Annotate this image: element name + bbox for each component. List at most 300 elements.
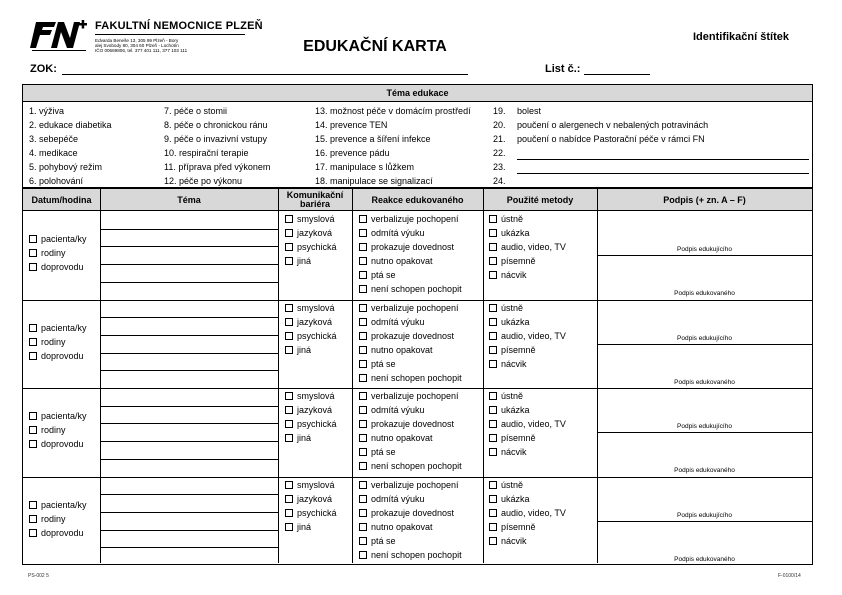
checkbox[interactable] xyxy=(285,332,293,340)
topic-blank-line[interactable] xyxy=(517,173,809,174)
option-label: nácvik xyxy=(501,358,527,369)
option-label: jiná xyxy=(297,344,312,355)
checkbox[interactable] xyxy=(285,434,293,442)
checkbox[interactable] xyxy=(29,515,37,523)
recipient-option[interactable] xyxy=(29,500,87,510)
zok-label: ZOK: xyxy=(30,63,57,75)
topic-item: 22. xyxy=(493,148,506,158)
educator-signature-caption: Podpis edukujícího xyxy=(677,423,732,430)
educated-signature-caption: Podpis edukovaného xyxy=(674,290,735,297)
topic-item: 2. edukace diabetika xyxy=(29,120,112,130)
reaction-option[interactable] xyxy=(359,345,433,355)
option-label: ukázka xyxy=(501,493,530,504)
reaction-option[interactable] xyxy=(359,550,462,560)
recipient-option[interactable] xyxy=(29,514,66,524)
topic-item: 17. manipulace s lůžkem xyxy=(315,162,415,172)
checkbox[interactable] xyxy=(359,448,367,456)
checkbox[interactable] xyxy=(359,304,367,312)
method-option[interactable] xyxy=(489,391,523,401)
reaction-option[interactable] xyxy=(359,270,396,280)
checkbox[interactable] xyxy=(29,529,37,537)
checkbox[interactable] xyxy=(285,318,293,326)
topic-item: 10. respirační terapie xyxy=(164,148,249,158)
topic-write-line[interactable] xyxy=(100,246,278,247)
reaction-option[interactable] xyxy=(359,480,459,490)
topics-section xyxy=(22,84,813,188)
method-option[interactable] xyxy=(489,508,566,518)
recipient-option[interactable] xyxy=(29,425,66,435)
barrier-option[interactable] xyxy=(285,345,311,355)
checkbox[interactable] xyxy=(489,434,497,442)
recipient-option[interactable] xyxy=(29,262,84,272)
educator-signature-caption: Podpis edukujícího xyxy=(677,511,732,519)
checkbox[interactable] xyxy=(489,360,497,368)
checkbox[interactable] xyxy=(285,509,293,517)
educated-signature-caption: Podpis edukovaného xyxy=(674,378,735,386)
option-label: není schopen pochopit xyxy=(371,461,462,471)
hospital-name-underline xyxy=(95,34,245,35)
option-label: smyslová xyxy=(297,214,335,224)
reaction-option[interactable] xyxy=(359,405,425,415)
option-label: ptá se xyxy=(371,447,396,457)
barrier-option[interactable] xyxy=(285,522,311,532)
topic-item: 11. příprava před výkonem xyxy=(164,162,271,172)
checkbox[interactable] xyxy=(359,434,367,442)
checkbox[interactable] xyxy=(489,537,497,545)
topic-write-line[interactable] xyxy=(100,229,278,230)
option-label: nutno opakovat xyxy=(371,521,433,532)
topic-item: 6. polohování xyxy=(29,176,84,186)
recipient-option[interactable] xyxy=(29,337,66,347)
topic-item: 18. manipulace se signalizací xyxy=(315,176,433,186)
topic-item-text: poučení o nabídce Pastorační péče v rámci FN xyxy=(517,134,705,144)
topic-item: 23. xyxy=(493,162,506,172)
checkbox[interactable] xyxy=(359,537,367,545)
checkbox[interactable] xyxy=(285,257,293,265)
topic-write-line[interactable] xyxy=(100,353,278,354)
option-label: nutno opakovat xyxy=(371,433,433,443)
option-label: prokazuje dovednost xyxy=(371,419,455,429)
barrier-option[interactable] xyxy=(285,214,335,224)
option-label: písemně xyxy=(501,256,536,266)
reaction-option[interactable] xyxy=(359,419,454,429)
checkbox[interactable] xyxy=(489,215,497,223)
topic-item: 5. pohybový režim xyxy=(29,162,103,172)
checkbox[interactable] xyxy=(359,318,367,326)
option-label: ústně xyxy=(501,479,524,490)
topic-item-text: bolest xyxy=(517,106,542,116)
topic-item: 1. výživa xyxy=(29,106,65,116)
topic-item: 19. xyxy=(493,106,506,116)
option-label: odmítá výuku xyxy=(371,228,425,238)
checkbox[interactable] xyxy=(29,352,37,360)
checkbox[interactable] xyxy=(285,420,293,428)
checkbox[interactable] xyxy=(359,523,367,531)
checkbox[interactable] xyxy=(359,346,367,354)
option-label: jiná xyxy=(297,256,312,266)
checkbox[interactable] xyxy=(29,412,37,420)
option-label: ukázka xyxy=(501,405,530,415)
option-label: odmítá výuku xyxy=(371,316,425,327)
option-label: není schopen pochopit xyxy=(371,372,462,383)
option-label: jiná xyxy=(297,521,312,532)
reaction-option[interactable] xyxy=(359,522,433,532)
educator-signature-caption: Podpis edukujícího xyxy=(677,334,732,342)
checkbox[interactable] xyxy=(359,243,367,251)
option-label: ptá se xyxy=(371,358,396,369)
option-label: jiná xyxy=(297,433,312,443)
recipient-option[interactable] xyxy=(29,248,66,258)
option-label: písemně xyxy=(501,433,536,443)
reaction-option[interactable] xyxy=(359,433,433,443)
checkbox[interactable] xyxy=(285,346,293,354)
checkbox[interactable] xyxy=(285,229,293,237)
signature-divider xyxy=(597,344,812,345)
barrier-option[interactable] xyxy=(285,494,332,504)
reaction-option[interactable] xyxy=(359,242,454,252)
recipient-option[interactable] xyxy=(29,323,87,333)
reaction-option[interactable] xyxy=(359,303,459,313)
checkbox[interactable] xyxy=(489,229,497,237)
header-topic: Téma xyxy=(177,194,201,205)
option-label: smyslová xyxy=(297,391,335,401)
checkbox[interactable] xyxy=(359,495,367,503)
signature-divider xyxy=(597,521,812,522)
topic-item: 13. možnost péče v domácím prostředí xyxy=(315,106,471,116)
sheet-number-field[interactable] xyxy=(584,74,650,75)
checkbox[interactable] xyxy=(489,332,497,340)
checkbox[interactable] xyxy=(359,462,367,470)
reaction-option[interactable] xyxy=(359,214,459,224)
checkbox[interactable] xyxy=(489,523,497,531)
option-label: audio, video, TV xyxy=(501,242,566,252)
checkbox[interactable] xyxy=(29,235,37,243)
address-line: alej Svobody 80, 304 60 Plzeň - Lochotín xyxy=(95,43,179,48)
barrier-option[interactable] xyxy=(285,391,335,401)
method-option[interactable] xyxy=(489,317,530,327)
topic-item-text: poučení o alergenech v nebalených potravinách xyxy=(517,120,709,130)
method-option[interactable] xyxy=(489,419,566,429)
entry-divider xyxy=(23,388,812,389)
address-line: Edvarda Beneše 13, 305 99 Plzeň - Bory xyxy=(95,38,179,43)
checkbox[interactable] xyxy=(29,249,37,257)
option-label: není schopen pochopit xyxy=(371,284,462,294)
reaction-option[interactable] xyxy=(359,447,396,457)
recipient-option[interactable] xyxy=(29,439,84,449)
checkbox[interactable] xyxy=(359,229,367,237)
option-label: prokazuje dovednost xyxy=(371,507,455,518)
option-label: není schopen pochopit xyxy=(371,549,462,560)
method-option[interactable] xyxy=(489,331,566,341)
signature-divider xyxy=(597,432,812,433)
option-label: ústně xyxy=(501,214,524,224)
column-divider xyxy=(100,189,101,563)
page-title: EDUKAČNÍ KARTA xyxy=(303,38,447,55)
method-option[interactable] xyxy=(489,405,530,415)
method-option[interactable] xyxy=(489,303,523,313)
option-label: doprovodu xyxy=(41,527,84,538)
barrier-option[interactable] xyxy=(285,480,335,490)
topic-blank-line[interactable] xyxy=(517,159,809,160)
option-label: písemně xyxy=(501,521,536,532)
zok-field[interactable] xyxy=(62,74,468,75)
topics-header: Téma edukace xyxy=(23,85,812,102)
reaction-option[interactable] xyxy=(359,508,454,518)
checkbox[interactable] xyxy=(359,481,367,489)
reaction-option[interactable] xyxy=(359,256,433,266)
topic-item: 4. medikace xyxy=(29,148,78,158)
barrier-option[interactable] xyxy=(285,256,311,266)
method-option[interactable] xyxy=(489,345,536,355)
entry-divider xyxy=(23,300,812,301)
option-label: rodiny xyxy=(41,425,66,435)
option-label: nácvik xyxy=(501,447,527,457)
method-option[interactable] xyxy=(489,270,527,280)
hospital-name: FAKULTNÍ NEMOCNICE PLZEŇ xyxy=(95,20,263,32)
reaction-option[interactable] xyxy=(359,228,425,238)
option-label: prokazuje dovednost xyxy=(371,330,455,341)
option-label: odmítá výuku xyxy=(371,493,425,504)
checkbox[interactable] xyxy=(489,481,497,489)
reaction-option[interactable] xyxy=(359,284,462,294)
option-label: rodiny xyxy=(41,513,66,524)
option-label: jazyková xyxy=(297,493,333,504)
reaction-option[interactable] xyxy=(359,331,454,341)
option-label: pacienta/ky xyxy=(41,499,87,510)
checkbox[interactable] xyxy=(489,257,497,265)
method-option[interactable] xyxy=(489,242,566,252)
checkbox[interactable] xyxy=(489,509,497,517)
checkbox[interactable] xyxy=(489,243,497,251)
entry-divider xyxy=(23,477,812,478)
method-option[interactable] xyxy=(489,522,536,532)
option-label: odmítá výuku xyxy=(371,405,425,415)
topic-write-line[interactable] xyxy=(100,406,278,407)
checkbox[interactable] xyxy=(285,215,293,223)
option-label: písemně xyxy=(501,344,536,355)
option-label: pacienta/ky xyxy=(41,411,87,421)
reaction-option[interactable] xyxy=(359,461,462,471)
checkbox[interactable] xyxy=(359,509,367,517)
checkbox[interactable] xyxy=(359,374,367,382)
topic-item: 7. péče o stomii xyxy=(164,106,228,116)
topic-item: 16. prevence pádu xyxy=(315,148,390,158)
header-date-time: Datum/hodina xyxy=(31,194,92,205)
checkbox[interactable] xyxy=(359,551,367,559)
reaction-option[interactable] xyxy=(359,373,462,383)
option-label: audio, video, TV xyxy=(501,419,566,429)
barrier-option[interactable] xyxy=(285,508,337,518)
checkbox[interactable] xyxy=(359,215,367,223)
checkbox[interactable] xyxy=(285,495,293,503)
topic-write-line[interactable] xyxy=(100,335,278,336)
topic-write-line[interactable] xyxy=(100,264,278,265)
sheet-number-label: List č.: xyxy=(545,63,581,75)
recipient-option[interactable] xyxy=(29,234,87,244)
checkbox[interactable] xyxy=(29,501,37,509)
header-methods: Použité metody xyxy=(506,194,574,205)
option-label: psychická xyxy=(297,507,337,518)
option-label: smyslová xyxy=(297,302,335,313)
topic-write-line[interactable] xyxy=(100,459,278,460)
option-label: ústně xyxy=(501,302,524,313)
option-label: smyslová xyxy=(297,479,335,490)
option-label: doprovodu xyxy=(41,350,84,361)
address-line: IČO 00669806, tel. 377 401 111, 377 103 111 xyxy=(95,48,188,53)
barrier-option[interactable] xyxy=(285,405,332,415)
option-label: nácvik xyxy=(501,270,527,280)
checkbox[interactable] xyxy=(359,257,367,265)
checkbox[interactable] xyxy=(285,406,293,414)
topic-write-line[interactable] xyxy=(100,494,278,495)
option-label: nácvik xyxy=(501,535,527,546)
barrier-option[interactable] xyxy=(285,303,335,313)
option-label: ukázka xyxy=(501,228,530,238)
recipient-option[interactable] xyxy=(29,411,87,421)
checkbox[interactable] xyxy=(29,338,37,346)
educated-signature-caption: Podpis edukovaného xyxy=(674,467,735,474)
checkbox[interactable] xyxy=(359,420,367,428)
checkbox[interactable] xyxy=(489,318,497,326)
topic-write-line[interactable] xyxy=(100,530,278,531)
barrier-option[interactable] xyxy=(285,419,337,429)
option-label: rodiny xyxy=(41,336,66,347)
checkbox[interactable] xyxy=(359,360,367,368)
reaction-option[interactable] xyxy=(359,536,396,546)
footer-code-left: PS-002 5 xyxy=(28,573,49,579)
footer-code-right: F-0100/14 xyxy=(778,573,801,579)
method-option[interactable] xyxy=(489,480,523,490)
checkbox[interactable] xyxy=(359,332,367,340)
checkbox[interactable] xyxy=(359,271,367,279)
method-option[interactable] xyxy=(489,536,527,546)
checkbox[interactable] xyxy=(489,346,497,354)
signature-divider xyxy=(597,255,812,256)
reaction-option[interactable] xyxy=(359,494,425,504)
method-option[interactable] xyxy=(489,359,527,369)
option-label: pacienta/ky xyxy=(41,322,87,333)
method-option[interactable] xyxy=(489,256,536,266)
topic-item: 14. prevence TEN xyxy=(315,120,388,130)
hospital-logo xyxy=(30,20,88,54)
checkbox[interactable] xyxy=(29,324,37,332)
option-label: audio, video, TV xyxy=(501,507,566,518)
checkbox[interactable] xyxy=(29,426,37,434)
checkbox[interactable] xyxy=(285,243,293,251)
checkbox[interactable] xyxy=(29,440,37,448)
topic-item: 21. xyxy=(493,134,506,144)
method-option[interactable] xyxy=(489,494,530,504)
option-label: psychická xyxy=(297,330,337,341)
method-option[interactable] xyxy=(489,228,530,238)
checkbox[interactable] xyxy=(489,392,497,400)
option-label: audio, video, TV xyxy=(501,330,566,341)
header-signature: Podpis (+ zn. A – F) xyxy=(663,194,746,205)
educated-signature-caption: Podpis edukovaného xyxy=(674,555,735,563)
reaction-option[interactable] xyxy=(359,391,459,401)
option-label: jazyková xyxy=(297,228,333,238)
checkbox[interactable] xyxy=(359,285,367,293)
topic-write-line[interactable] xyxy=(100,282,278,283)
identification-label: Identifikační štítek xyxy=(693,31,789,43)
option-label: doprovodu xyxy=(41,262,84,272)
header-reaction: Reakce edukovaného xyxy=(371,194,464,205)
checkbox[interactable] xyxy=(359,406,367,414)
option-label: verbalizuje pochopení xyxy=(371,302,459,313)
topic-write-line[interactable] xyxy=(100,370,278,371)
option-label: ústně xyxy=(501,391,524,401)
method-option[interactable] xyxy=(489,447,527,457)
recipient-option[interactable] xyxy=(29,351,84,361)
topic-item: 12. péče po výkonu xyxy=(164,176,243,186)
column-divider xyxy=(483,189,484,563)
topic-item: 8. péče o chronickou ránu xyxy=(164,120,268,130)
barrier-option[interactable] xyxy=(285,242,337,252)
educator-signature-caption: Podpis edukujícího xyxy=(677,246,732,253)
topic-item: 20. xyxy=(493,120,506,130)
topic-write-line[interactable] xyxy=(100,441,278,442)
checkbox[interactable] xyxy=(285,304,293,312)
topic-write-line[interactable] xyxy=(100,512,278,513)
option-label: psychická xyxy=(297,419,337,429)
option-label: psychická xyxy=(297,242,337,252)
barrier-option[interactable] xyxy=(285,228,332,238)
checkbox[interactable] xyxy=(489,406,497,414)
barrier-option[interactable] xyxy=(285,331,337,341)
option-label: jazyková xyxy=(297,405,333,415)
checkbox[interactable] xyxy=(359,392,367,400)
checkbox[interactable] xyxy=(489,448,497,456)
checkbox[interactable] xyxy=(489,420,497,428)
reaction-option[interactable] xyxy=(359,317,425,327)
method-option[interactable] xyxy=(489,214,523,224)
topic-item: 9. péče o invazivní vstupy xyxy=(164,134,268,144)
option-label: ukázka xyxy=(501,316,530,327)
topic-item: 15. prevence a šíření infekce xyxy=(315,134,431,144)
checkbox[interactable] xyxy=(29,263,37,271)
header-communication-barrier: Komunikační bariéra xyxy=(286,190,344,209)
checkbox[interactable] xyxy=(285,523,293,531)
topic-write-line[interactable] xyxy=(100,547,278,548)
barrier-option[interactable] xyxy=(285,317,332,327)
checkbox[interactable] xyxy=(489,495,497,503)
checkbox[interactable] xyxy=(285,481,293,489)
topic-write-line[interactable] xyxy=(100,317,278,318)
option-label: verbalizuje pochopení xyxy=(371,214,459,224)
option-label: verbalizuje pochopení xyxy=(371,391,459,401)
topic-item: 24. xyxy=(493,176,506,186)
checkbox[interactable] xyxy=(489,271,497,279)
checkbox[interactable] xyxy=(285,392,293,400)
education-table xyxy=(22,188,813,565)
option-label: doprovodu xyxy=(41,439,84,449)
recipient-option[interactable] xyxy=(29,528,84,538)
table-header-row xyxy=(23,189,812,211)
method-option[interactable] xyxy=(489,433,536,443)
topic-write-line[interactable] xyxy=(100,423,278,424)
checkbox[interactable] xyxy=(489,304,497,312)
reaction-option[interactable] xyxy=(359,359,396,369)
topic-item: 3. sebepéče xyxy=(29,134,79,144)
option-label: prokazuje dovednost xyxy=(371,242,455,252)
column-divider xyxy=(278,189,279,563)
option-label: ptá se xyxy=(371,270,396,280)
barrier-option[interactable] xyxy=(285,433,311,443)
option-label: verbalizuje pochopení xyxy=(371,479,459,490)
option-label: jazyková xyxy=(297,316,333,327)
option-label: ptá se xyxy=(371,535,396,546)
column-divider xyxy=(352,189,353,563)
